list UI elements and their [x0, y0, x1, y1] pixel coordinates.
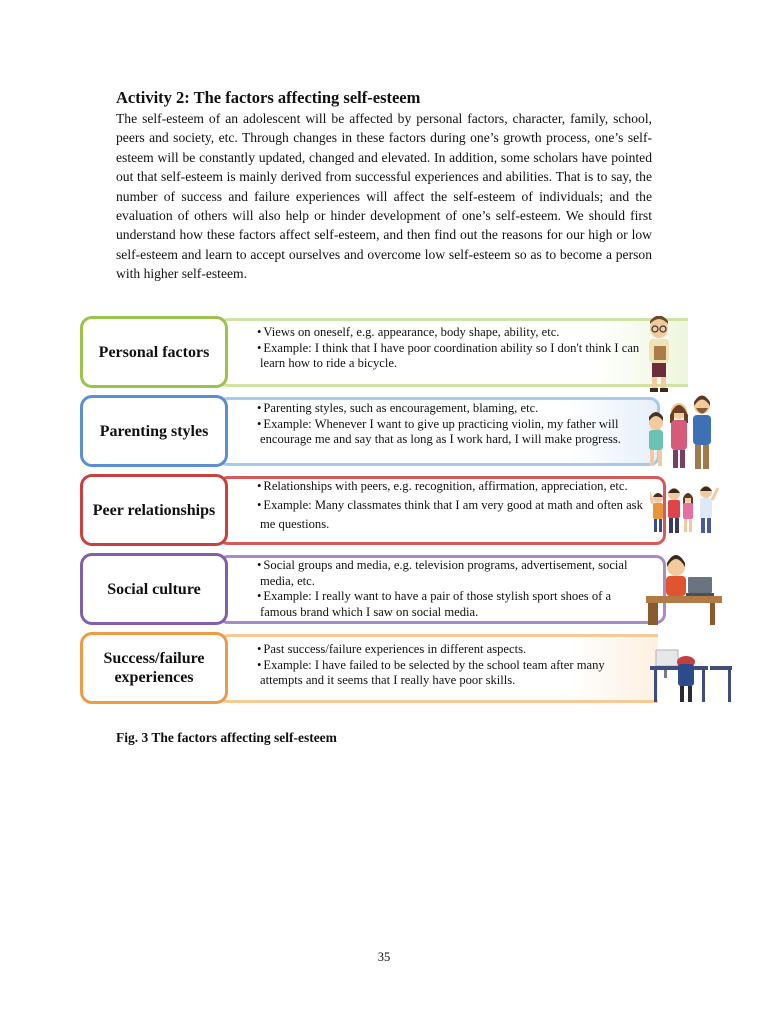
factor-label: Parenting styles: [80, 395, 228, 467]
student-at-laptop-icon: [644, 553, 724, 629]
factor-label: Personal factors: [80, 316, 228, 388]
group-of-children-icon: [650, 484, 720, 536]
factor-point: • Parenting styles, such as encouragement, blaming, etc.: [257, 401, 539, 415]
factor-row-peer: [78, 472, 738, 550]
factor-point: • Social groups and media, e.g. television programs, advertisement, social media, etc.: [257, 558, 628, 588]
factor-points: [253, 325, 643, 372]
factor-label: Peer relationships: [80, 474, 228, 546]
boy-with-glasses-icon: [644, 316, 674, 392]
student-head-on-desk-icon: [650, 636, 732, 704]
factor-row-social: [78, 551, 738, 629]
factor-point: • Example: I have failed to be selected by the school team after many attempts and it seems that I really have poor skills.: [257, 657, 605, 688]
family-icon: [644, 393, 718, 471]
factor-points: [253, 642, 643, 689]
factor-row-parenting: [78, 393, 738, 471]
factor-point: • Example: I think that I have poor coordination ability so I don't think I can learn how to ride a bicycle.: [257, 340, 640, 371]
factor-point: • Relationships with peers, e.g. recognition, affirmation, appreciation, etc.: [257, 479, 628, 493]
factor-point: • Example: Many classmates think that I am very good at math and often ask me questions.: [257, 498, 643, 531]
factor-point: • Example: Whenever I want to give up practicing violin, my father will encourage me and say that as long as I work hard, I will make progress.: [257, 416, 621, 447]
factor-row-personal: [78, 314, 738, 392]
factor-label: Success/failure experiences: [80, 632, 228, 704]
activity-heading: Activity 2: The factors affecting self-esteem: [116, 88, 421, 107]
factor-point: • Example: I really want to have a pair of those stylish sport shoes of a famous brand which I saw on social media.: [257, 589, 612, 619]
factor-row-success-failure: [78, 630, 738, 708]
factor-point: • Views on oneself, e.g. appearance, body shape, ability, etc.: [257, 325, 560, 339]
factor-points: [253, 558, 643, 620]
factor-label: Social culture: [80, 553, 228, 625]
page-number: 35: [377, 950, 391, 964]
factor-points: [253, 477, 643, 534]
figure-caption: Fig. 3 The factors affecting self-esteem: [116, 730, 337, 745]
factor-points: [253, 401, 643, 448]
factors-figure: [78, 314, 738, 708]
factor-point: • Past success/failure experiences in different aspects.: [257, 642, 527, 656]
intro-paragraph: The self-esteem of an adolescent will be affected by personal factors, character, family, school, peers and society, etc. Through changes in these factors during one’s growth process, one’s self-esteem will be constantly updated, changed and elevated. In addition, some scholars have pointed out that self-esteem is mainly derived from successful experiences and abilities. That is to say, the number of success and failure experiences will affect the self-esteem of individuals; and the evaluation of others will also help or hinder development of one’s self-esteem. We should first understand how these factors affect self-esteem, and then find out the reasons for our high or low self-esteem and learn to accept ourselves and overcome low self-esteem so as to become a person with higher self-esteem.: [116, 111, 652, 282]
